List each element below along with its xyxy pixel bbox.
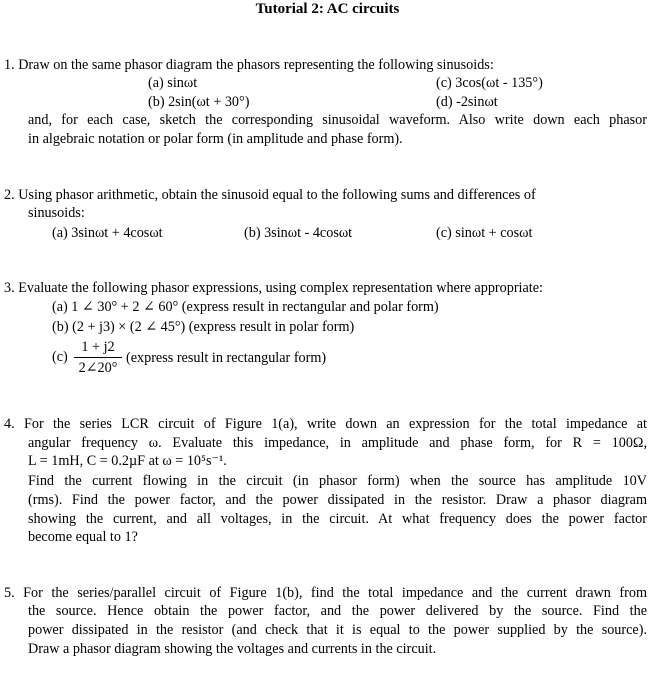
q1-line-5: in algebraic notation or polar form (in amplitude and phase form). — [28, 131, 403, 147]
q5-line-4: Draw a phasor diagram showing the voltages and currents in the circuit. — [28, 641, 437, 657]
q3-line-1: 3. Evaluate the following phasor expressions, using complex representation where appropriate: — [4, 280, 543, 296]
q5-line-1: 5. For the series/parallel circuit of Figure 1(b), find the total impedance and the current drawn from — [4, 585, 647, 601]
q3-item-c-label: (c) — [52, 349, 68, 365]
q1-item-a: (a) sinωt — [148, 75, 198, 91]
q4-line-7: become equal to 1? — [28, 529, 138, 545]
q1-line-1: 1. Draw on the same phasor diagram the phasors representing the following sinusoids: — [4, 57, 494, 73]
q5-line-2: the source. Hence obtain the power factor, and the power delivered by the source. Find the — [28, 603, 647, 619]
q2-item-c: (c) sinωt + cosωt — [436, 225, 533, 241]
page-title: Tutorial 2: AC circuits — [255, 1, 400, 17]
q3-item-a: (a) 1 ∠ 30° + 2 ∠ 60° (express result in rectangular and polar form) — [52, 299, 439, 315]
q4-line-4: Find the current flowing in the circuit (in phasor form) when the source has amplitude 10V — [28, 473, 647, 489]
q2-item-a: (a) 3sinωt + 4cosωt — [52, 225, 163, 241]
q4-line-2: angular frequency ω. Evaluate this impedance, in amplitude and phase form, for R = 100Ω, — [28, 435, 647, 451]
q3-item-c-text: (express result in rectangular form) — [126, 350, 327, 366]
q1-item-c: (c) 3cos(ωt - 135°) — [436, 75, 543, 91]
q4-line-1: 4. For the series LCR circuit of Figure 1(a), write down an expression for the total impedance at — [4, 416, 647, 432]
q1-item-d: (d) -2sinωt — [436, 94, 498, 110]
q4-line-6: showing the current, and all voltages, in the circuit. At what frequency does the power factor — [28, 511, 647, 527]
q1-item-b: (b) 2sin(ωt + 30°) — [148, 94, 250, 110]
q2-line-2: sinusoids: — [28, 205, 85, 221]
q4-line-3: L = 1mH, C = 0.2µF at ω = 10⁵s⁻¹. — [28, 453, 227, 469]
q1-line-4: and, for each case, sketch the corresponding sinusoidal waveform. Also write down each phasor — [28, 112, 647, 128]
q2-line-1: 2. Using phasor arithmetic, obtain the sinusoid equal to the following sums and differences of — [4, 187, 536, 203]
q3-item-b: (b) (2 + j3) × (2 ∠ 45°) (express result in polar form) — [52, 319, 355, 335]
q3-fraction-bar — [74, 357, 122, 358]
q4-line-5: (rms). Find the power factor, and the power dissipated in the resistor. Draw a phasor diagram — [28, 492, 647, 508]
q3-fraction-denominator: 2∠20° — [78, 360, 118, 376]
q2-item-b: (b) 3sinωt - 4cosωt — [244, 225, 353, 241]
q3-fraction-numerator: 1 + j2 — [81, 339, 115, 355]
q5-line-3: power dissipated in the resistor (and check that it is equal to the power supplied by the source). — [28, 622, 647, 638]
